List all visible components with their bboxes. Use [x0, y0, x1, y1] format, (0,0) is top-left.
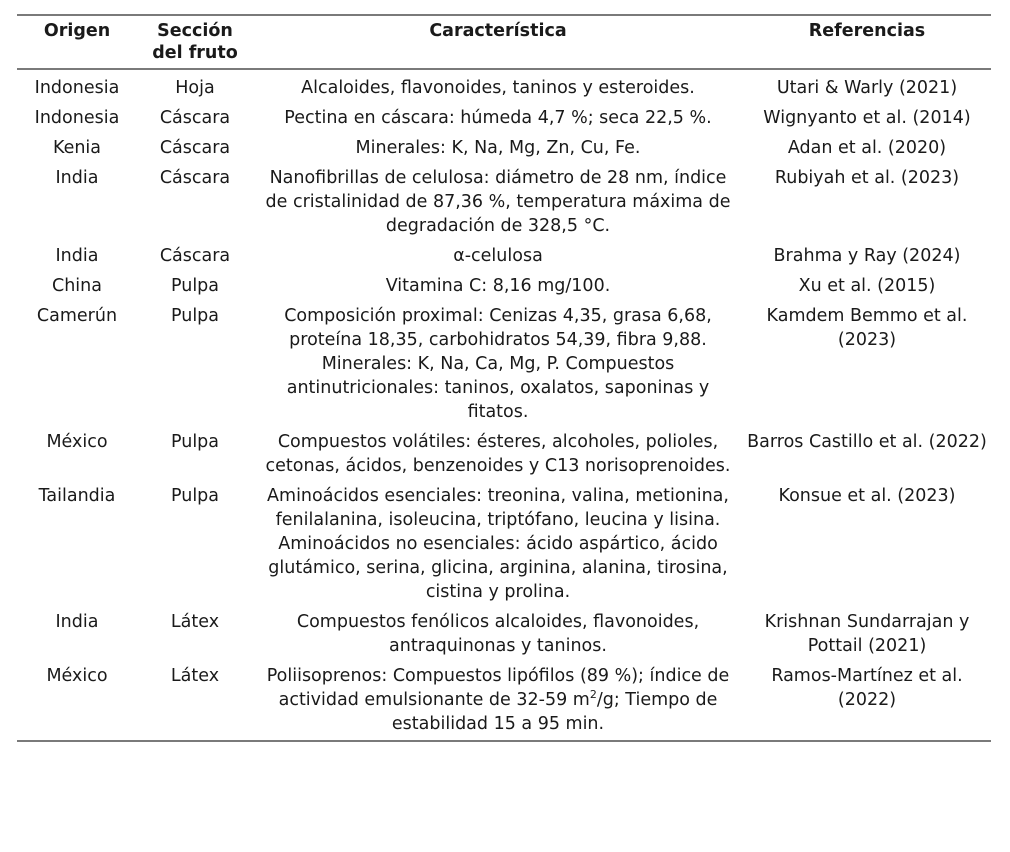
cell-origen: México [46, 666, 108, 686]
cell-referencia: Wignyanto et al. (2014) [763, 108, 971, 128]
cell-origen: Camerún [36, 306, 118, 326]
cell-seccion: Cáscara [159, 246, 231, 266]
table-row [17, 428, 991, 482]
table-row [17, 134, 991, 164]
cell-referencia: Xu et al. (2015) [798, 276, 936, 296]
cell-caracteristica: Nanofibrillas de celulosa: diámetro de 28 nm, índice de cristalinidad de 87,36 %, temperatura máxima de degradación de 328,5 °C. [265, 168, 731, 236]
cell-seccion: Pulpa [170, 306, 220, 326]
table-row [17, 662, 991, 741]
cell-seccion: Pulpa [170, 486, 220, 506]
composition-table-container [17, 14, 991, 742]
header-seccion: Sección del fruto [152, 21, 238, 63]
table-header [17, 15, 991, 69]
cell-seccion: Pulpa [170, 276, 220, 296]
cell-origen: China [52, 276, 102, 296]
header-origen: Origen [43, 21, 111, 41]
cell-caracteristica: α-celulosa [453, 246, 543, 266]
header-caracteristica: Característica [429, 21, 567, 41]
cell-referencia: Kamdem Bemmo et al. (2023) [766, 306, 968, 350]
composition-table [17, 14, 991, 742]
table-row [17, 482, 991, 608]
cell-origen: Indonesia [34, 108, 120, 128]
cell-caracteristica: Aminoácidos esenciales: treonina, valina, metionina, fenilalanina, isoleucina, triptófano, leucina y lisina. Aminoácidos no esenciales: ácido aspártico, ácido glutámico, serina, glicina, arginina, alanina, tirosina, cistina y prolina. [267, 486, 729, 602]
cell-caracteristica: Pectina en cáscara: húmeda 4,7 %; seca 22,5 %. [284, 108, 712, 128]
cell-caracteristica: Compuestos fenólicos alcaloides, flavonoides, antraquinonas y taninos. [296, 612, 700, 656]
table-row [17, 104, 991, 134]
cell-seccion: Cáscara [159, 168, 231, 188]
cell-caracteristica: Composición proximal: Cenizas 4,35, grasa 6,68, proteína 18,35, carbohidratos 54,39, fibra 9,88. Minerales: K, Na, Ca, Mg, P. Compuestos antinutricionales: taninos, oxalatos, saponinas y fitatos. [284, 306, 712, 422]
cell-seccion: Cáscara [159, 108, 231, 128]
cell-seccion: Hoja [175, 78, 215, 98]
cell-caracteristica: Compuestos volátiles: ésteres, alcoholes, polioles, cetonas, ácidos, benzenoides y C13 norisoprenoides. [265, 432, 731, 476]
table-row [17, 242, 991, 272]
cell-seccion: Látex [170, 612, 220, 632]
cell-seccion: Cáscara [159, 138, 231, 158]
header-referencias: Referencias [808, 21, 926, 41]
cell-referencia: Brahma y Ray (2024) [773, 246, 961, 266]
cell-origen: México [46, 432, 108, 452]
table-row [17, 302, 991, 428]
table-row [17, 608, 991, 662]
cell-caracteristica [253, 662, 743, 741]
cell-referencia: Barros Castillo et al. (2022) [747, 432, 987, 452]
cell-referencia: Utari & Warly (2021) [776, 78, 958, 98]
table-row [17, 164, 991, 242]
cell-origen: India [55, 612, 99, 632]
cell-seccion: Pulpa [170, 432, 220, 452]
cell-referencia: Rubiyah et al. (2023) [774, 168, 960, 188]
caracteristica-text-before: Poliisoprenos: Compuestos lipófilos (89 %); índice de actividad emulsionante de 32-59 m [266, 666, 730, 710]
cell-referencia: Konsue et al. (2023) [778, 486, 956, 506]
cell-origen: India [55, 168, 99, 188]
cell-caracteristica: Alcaloides, flavonoides, taninos y esteroides. [301, 78, 695, 98]
table-body [17, 69, 991, 741]
table-row [17, 272, 991, 302]
cell-origen: Tailandia [38, 486, 116, 506]
cell-referencia: Ramos-Martínez et al. (2022) [771, 666, 963, 710]
cell-origen: Indonesia [34, 78, 120, 98]
cell-referencia: Krishnan Sundarrajan y Pottail (2021) [764, 612, 970, 656]
cell-caracteristica: Minerales: K, Na, Mg, Zn, Cu, Fe. [355, 138, 641, 158]
caracteristica-text-after: /g; Tiempo de estabilidad 15 a 95 min. [391, 690, 718, 734]
header-row [17, 15, 991, 69]
cell-origen: India [55, 246, 99, 266]
superscript-exponent: 2 [589, 688, 597, 702]
cell-seccion: Látex [170, 666, 220, 686]
cell-origen: Kenia [52, 138, 102, 158]
cell-caracteristica: Vitamina C: 8,16 mg/100. [385, 276, 611, 296]
table-row [17, 69, 991, 104]
cell-referencia: Adan et al. (2020) [787, 138, 947, 158]
